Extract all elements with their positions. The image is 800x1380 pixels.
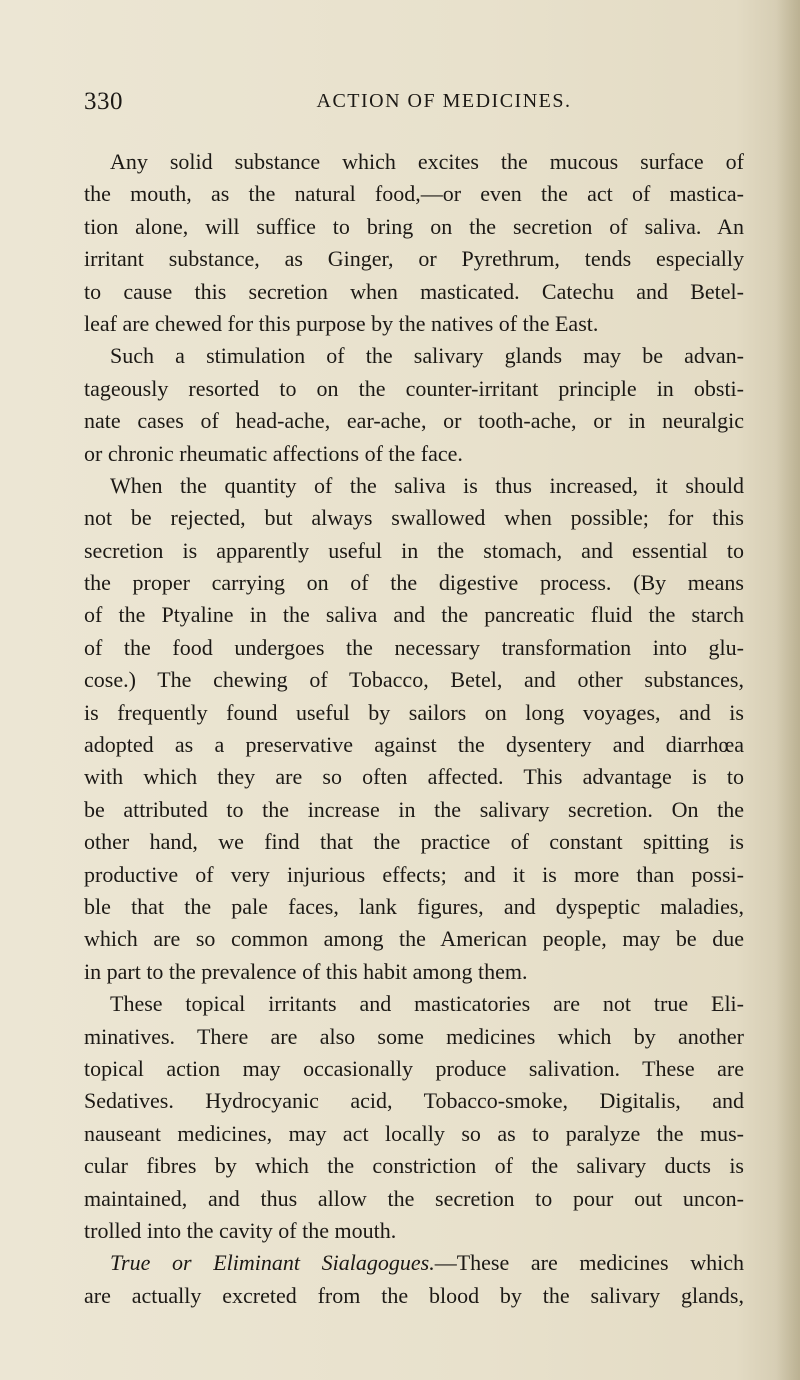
text-line: other hand, we find that the practice of constant spitting is xyxy=(84,829,744,855)
body-text xyxy=(84,146,744,1312)
italic-heading: True or Eliminant Sialagogues. xyxy=(110,1250,435,1276)
text-line: are actually excreted from the blood by the salivary glands, xyxy=(84,1282,744,1308)
running-head: ACTION OF MEDICINES. xyxy=(316,90,572,112)
text-line: in part to the prevalence of this habit among them. xyxy=(84,958,528,984)
page-number: 330 xyxy=(84,88,123,115)
text-line-sialagogues xyxy=(84,1247,744,1279)
text-line: minatives. There are also some medicines which by another xyxy=(84,1023,744,1049)
text-line: adopted as a preservative against the dysentery and diarrhœa xyxy=(84,732,744,758)
text-line: tageously resorted to on the counter-irritant principle in obsti- xyxy=(84,375,744,401)
text-line: Such a stimulation of the salivary glands may be advan- xyxy=(110,343,744,369)
text-line: of the Ptyaline in the saliva and the pancreatic fluid the starch xyxy=(84,602,744,628)
page-edge-shadow xyxy=(776,0,800,1380)
text-line: trolled into the cavity of the mouth. xyxy=(84,1217,397,1243)
text-line: cular fibres by which the constriction of the salivary ducts is xyxy=(84,1153,744,1179)
text-line: topical action may occasionally produce salivation. These are xyxy=(84,1055,744,1081)
text-line: be attributed to the increase in the salivary secretion. On the xyxy=(84,796,744,822)
text-line: These topical irritants and masticatories are not true Eli- xyxy=(110,991,744,1017)
text-line: nauseant medicines, may act locally so as to paralyze the mus- xyxy=(84,1120,744,1146)
text-line: cose.) The chewing of Tobacco, Betel, and other substances, xyxy=(84,667,744,693)
text-line: Any solid substance which excites the mucous surface of xyxy=(110,149,744,174)
text-line: which are so common among the American people, may be due xyxy=(84,926,744,952)
text-line: nate cases of head-ache, ear-ache, or tooth-ache, or in neuralgic xyxy=(84,408,744,434)
text-fragment: —These are medicines which xyxy=(434,1250,744,1276)
text-line: Sedatives. Hydrocyanic acid, Tobacco-smoke, Digitalis, and xyxy=(84,1088,744,1114)
text-line: is frequently found useful by sailors on long voyages, and is xyxy=(84,699,744,725)
text-line: the proper carrying on of the digestive process. (By means xyxy=(84,570,744,596)
text-line: to cause this secretion when masticated. Catechu and Betel- xyxy=(84,278,744,304)
text-line: not be rejected, but always swallowed when possible; for this xyxy=(84,505,744,531)
text-line: maintained, and thus allow the secretion to pour out uncon- xyxy=(84,1185,744,1211)
text-line: leaf are chewed for this purpose by the natives of the East. xyxy=(84,310,599,336)
text-line: ble that the pale faces, lank figures, and dyspeptic maladies, xyxy=(84,893,744,919)
text-line: the mouth, as the natural food,—or even the act of mastica- xyxy=(84,181,744,207)
text-line: of the food undergoes the necessary transformation into glu- xyxy=(84,634,744,660)
text-line: productive of very injurious effects; and it is more than possi- xyxy=(84,861,744,887)
text-line: irritant substance, as Ginger, or Pyrethrum, tends especially xyxy=(84,246,744,272)
page-header xyxy=(84,88,744,118)
text-line: with which they are so often affected. This advantage is to xyxy=(84,764,744,790)
text-line: secretion is apparently useful in the stomach, and essential to xyxy=(84,537,744,563)
text-line: tion alone, will suffice to bring on the secretion of saliva. An xyxy=(84,213,744,239)
text-line: When the quantity of the saliva is thus increased, it should xyxy=(110,472,744,498)
text-line: or chronic rheumatic affections of the face. xyxy=(84,440,463,466)
